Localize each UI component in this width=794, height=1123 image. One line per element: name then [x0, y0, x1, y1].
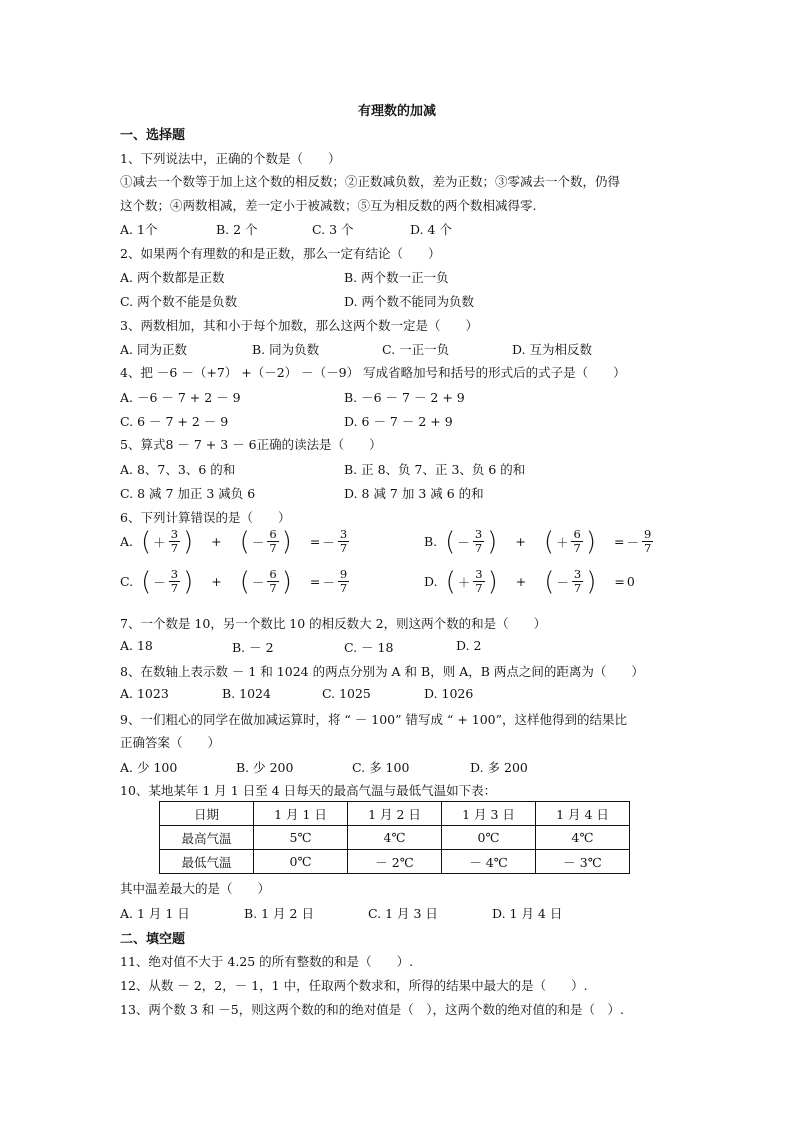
right-paren: ) [183, 526, 194, 557]
question-4-option-a: A. －6 － 7 + 2 － 9 [120, 390, 241, 405]
question-8-option-c: C. 1025 [322, 686, 371, 701]
denominator: 7 [573, 581, 582, 595]
plus-sign: + [515, 574, 527, 589]
left-paren: ( [445, 526, 456, 557]
option-label: D. [424, 574, 438, 589]
question-10-option-c: C. 1 月 3 日 [368, 906, 438, 921]
plus-sign: + [211, 534, 222, 549]
question-9-option-a: A. 少 100 [120, 760, 178, 775]
table-row [160, 850, 630, 874]
question-5-option-d: D. 8 减 7 加 3 减 6 的和 [344, 486, 484, 501]
table-cell: － 4℃ [442, 850, 536, 874]
fraction [267, 528, 278, 555]
sign: ＋ [153, 534, 166, 550]
numerator: 3 [170, 527, 179, 541]
question-8-stem: 8、在数轴上表示数 － 1 和 1024 的两点分别为 A 和 B，则 A，B 两点之间的距离为（ ） [120, 664, 644, 679]
question-4-option-b: B. －6 － 7 － 2 + 9 [344, 390, 465, 405]
question-5-option-c: C. 8 减 7 加正 3 减负 6 [120, 486, 256, 501]
numerator: 3 [170, 567, 179, 581]
denominator: 7 [269, 541, 277, 555]
table-cell: 4℃ [536, 826, 630, 850]
question-9-stem: 9、一们粗心的同学在做加减运算时，将 “ － 100” 错写成 “ + 100”，这样他得到的结果比 [120, 712, 628, 727]
question-2-stem: 2、如果两个有理数的和是正数，那么一定有结论（ ） [120, 246, 441, 261]
table-cell: 5℃ [254, 826, 348, 850]
option-label: B. [424, 534, 438, 549]
fraction [169, 528, 180, 555]
option-label: C. [120, 574, 134, 589]
sign: ＋ [555, 534, 569, 550]
question-3-stem: 3、两数相加，其和小于每个加数，那么这两个数一定是（ ） [120, 318, 478, 333]
question-7-stem: 7、一个数是 10，另一个数比 10 的相反数大 2，则这两个数的和是（ ） [120, 616, 547, 631]
table-cell: 0℃ [442, 826, 536, 850]
left-paren: ( [141, 566, 152, 597]
numerator: 6 [269, 567, 277, 581]
equals-sign: = [309, 534, 321, 549]
question-1-text-line-3: 这个数；④两数相减，差一定小于被减数；⑤互为相反数的两个数相减得零. [120, 198, 537, 213]
question-3-option-a: A. 同为正数 [120, 342, 187, 357]
denominator: 7 [170, 581, 179, 595]
fraction [571, 528, 582, 555]
sign: － [626, 534, 639, 550]
table-cell: 最高气温 [160, 826, 254, 850]
question-5-option-b: B. 正 8、负 7、正 3、负 6 的和 [344, 462, 526, 477]
fraction [572, 568, 583, 595]
table-cell: 日期 [160, 802, 254, 826]
left-paren: ( [239, 566, 250, 597]
question-7-option-c: C. － 18 [344, 640, 394, 655]
left-paren: ( [544, 566, 555, 597]
question-1-option-b: B. 2 个 [216, 222, 258, 237]
table-cell: － 2℃ [348, 850, 442, 874]
table-cell: 1 月 3 日 [442, 802, 536, 826]
right-paren: ) [281, 566, 292, 597]
fraction [338, 528, 349, 555]
question-4-option-d: D. 6 － 7 － 2 + 9 [344, 414, 453, 429]
question-1-text-line-2: ①减去一个数等于加上这个数的相反数；②正数减负数，差为正数；③零减去一个数，仍得 [120, 174, 621, 189]
numerator: 9 [643, 527, 652, 541]
numerator: 3 [474, 527, 483, 541]
numerator: 6 [269, 527, 277, 541]
denominator: 7 [170, 541, 179, 555]
result-zero: 0 [626, 574, 635, 589]
question-7-option-a: A. 18 [120, 638, 153, 653]
sign: － [457, 534, 470, 550]
question-10-option-d: D. 1 月 4 日 [492, 906, 563, 921]
question-8-option-d: D. 1026 [424, 686, 474, 701]
question-5-stem: 5、算式8 － 7 + 3 － 6正确的读法是（ ） [120, 437, 382, 452]
question-7-option-d: D. 2 [456, 638, 482, 653]
sign: － [251, 574, 265, 590]
question-6-option-a [120, 528, 350, 555]
question-10-stem: 10、某地某年 1 月 1 日至 4 日每天的最高气温与最低气温如下表： [120, 783, 497, 798]
left-paren: ( [445, 566, 456, 597]
table-cell: － 3℃ [536, 850, 630, 874]
fraction [473, 528, 484, 555]
section-heading-choice: 一、选择题 [120, 128, 186, 143]
question-2-option-a: A. 两个数都是正数 [120, 270, 225, 285]
question-9-text-line-2: 正确答案（ ） [120, 735, 221, 750]
question-13: 13、两个数 3 和 －5，则这两个数的和的绝对值是（ ），这两个数的绝对值的和是（ ）. [120, 1002, 624, 1017]
question-1-option-a: A. 1个 [120, 222, 158, 237]
right-paren: ) [183, 566, 194, 597]
denominator: 7 [643, 541, 652, 555]
question-8-option-b: B. 1024 [222, 686, 271, 701]
question-6-option-c [120, 568, 350, 595]
question-9-option-c: C. 多 100 [352, 760, 410, 775]
question-10-option-b: B. 1 月 2 日 [244, 906, 314, 921]
question-4-stem: 4、把 －6 －（+7） +（－2） －（－9） 写成省略加号和括号的形式后的式子是（ ） [120, 365, 626, 380]
numerator: 3 [339, 527, 348, 541]
sign: － [322, 534, 335, 550]
question-9-option-d: D. 多 200 [470, 760, 528, 775]
table-header-row [160, 802, 630, 826]
question-1-option-d: D. 4 个 [410, 222, 452, 237]
denominator: 7 [339, 581, 348, 595]
question-2-option-d: D. 两个数不能同为负数 [344, 294, 475, 309]
question-2-option-c: C. 两个数不能是负数 [120, 294, 238, 309]
plus-sign: + [211, 574, 222, 589]
table-cell: 最低气温 [160, 850, 254, 874]
question-8-option-a: A. 1023 [120, 686, 169, 701]
numerator: 3 [573, 567, 582, 581]
right-paren: ) [585, 526, 596, 557]
document-title: 有理数的加减 [357, 104, 436, 119]
question-10-after-table: 其中温差最大的是（ ） [120, 881, 271, 896]
fraction [473, 568, 484, 595]
question-3-option-d: D. 互为相反数 [512, 342, 593, 357]
equals-sign: = [309, 574, 321, 589]
question-7-option-b: B. － 2 [232, 640, 274, 655]
numerator: 9 [339, 567, 348, 581]
question-5-option-a: A. 8、7、3、6 的和 [120, 462, 236, 477]
table-cell: 1 月 2 日 [348, 802, 442, 826]
sign: － [322, 574, 335, 590]
left-paren: ( [141, 526, 152, 557]
plus-sign: + [515, 534, 526, 549]
table-cell: 1 月 1 日 [254, 802, 348, 826]
question-6-option-d [424, 568, 635, 595]
table-row [160, 826, 630, 850]
sign: － [153, 574, 166, 590]
fraction [338, 568, 349, 595]
denominator: 7 [573, 541, 581, 555]
right-paren: ) [586, 566, 597, 597]
left-paren: ( [543, 526, 554, 557]
section-heading-fill-in: 二、填空题 [120, 932, 186, 947]
table-cell: 1 月 4 日 [536, 802, 630, 826]
left-paren: ( [239, 526, 250, 557]
question-1-option-c: C. 3 个 [312, 222, 354, 237]
sign: － [556, 574, 569, 590]
table-cell: 0℃ [254, 850, 348, 874]
numerator: 3 [475, 567, 483, 581]
fraction [169, 568, 180, 595]
equals-sign: = [613, 534, 625, 549]
question-2-option-b: B. 两个数一正一负 [344, 270, 449, 285]
right-paren: ) [487, 566, 498, 597]
right-paren: ) [281, 526, 292, 557]
question-3-option-b: B. 同为负数 [252, 342, 320, 357]
fraction [267, 568, 278, 595]
option-label: A. [120, 534, 134, 549]
question-11: 11、绝对值不大于 4.25 的所有整数的和是（ ）. [120, 954, 414, 969]
sign: － [251, 534, 265, 550]
denominator: 7 [475, 581, 483, 595]
question-9-option-b: B. 少 200 [236, 760, 294, 775]
sign: ＋ [457, 574, 471, 590]
denominator: 7 [339, 541, 348, 555]
equals-sign: = [614, 574, 625, 589]
question-3-option-c: C. 一正一负 [382, 342, 450, 357]
right-paren: ) [487, 526, 498, 557]
question-6-stem: 6、下列计算错误的是（ ） [120, 510, 291, 525]
denominator: 7 [269, 581, 277, 595]
temperature-table [159, 801, 630, 874]
question-1-stem: 1、下列说法中，正确的个数是（ ） [120, 151, 341, 166]
question-10-option-a: A. 1 月 1 日 [120, 906, 190, 921]
numerator: 6 [573, 527, 581, 541]
question-4-option-c: C. 6 － 7 + 2 － 9 [120, 414, 229, 429]
question-6-option-b [424, 528, 654, 555]
denominator: 7 [474, 541, 483, 555]
question-12: 12、从数 － 2，2，－ 1，1 中，任取两个数求和，所得的结果中最大的是（ ）. [120, 978, 588, 993]
fraction [642, 528, 653, 555]
table-cell: 4℃ [348, 826, 442, 850]
